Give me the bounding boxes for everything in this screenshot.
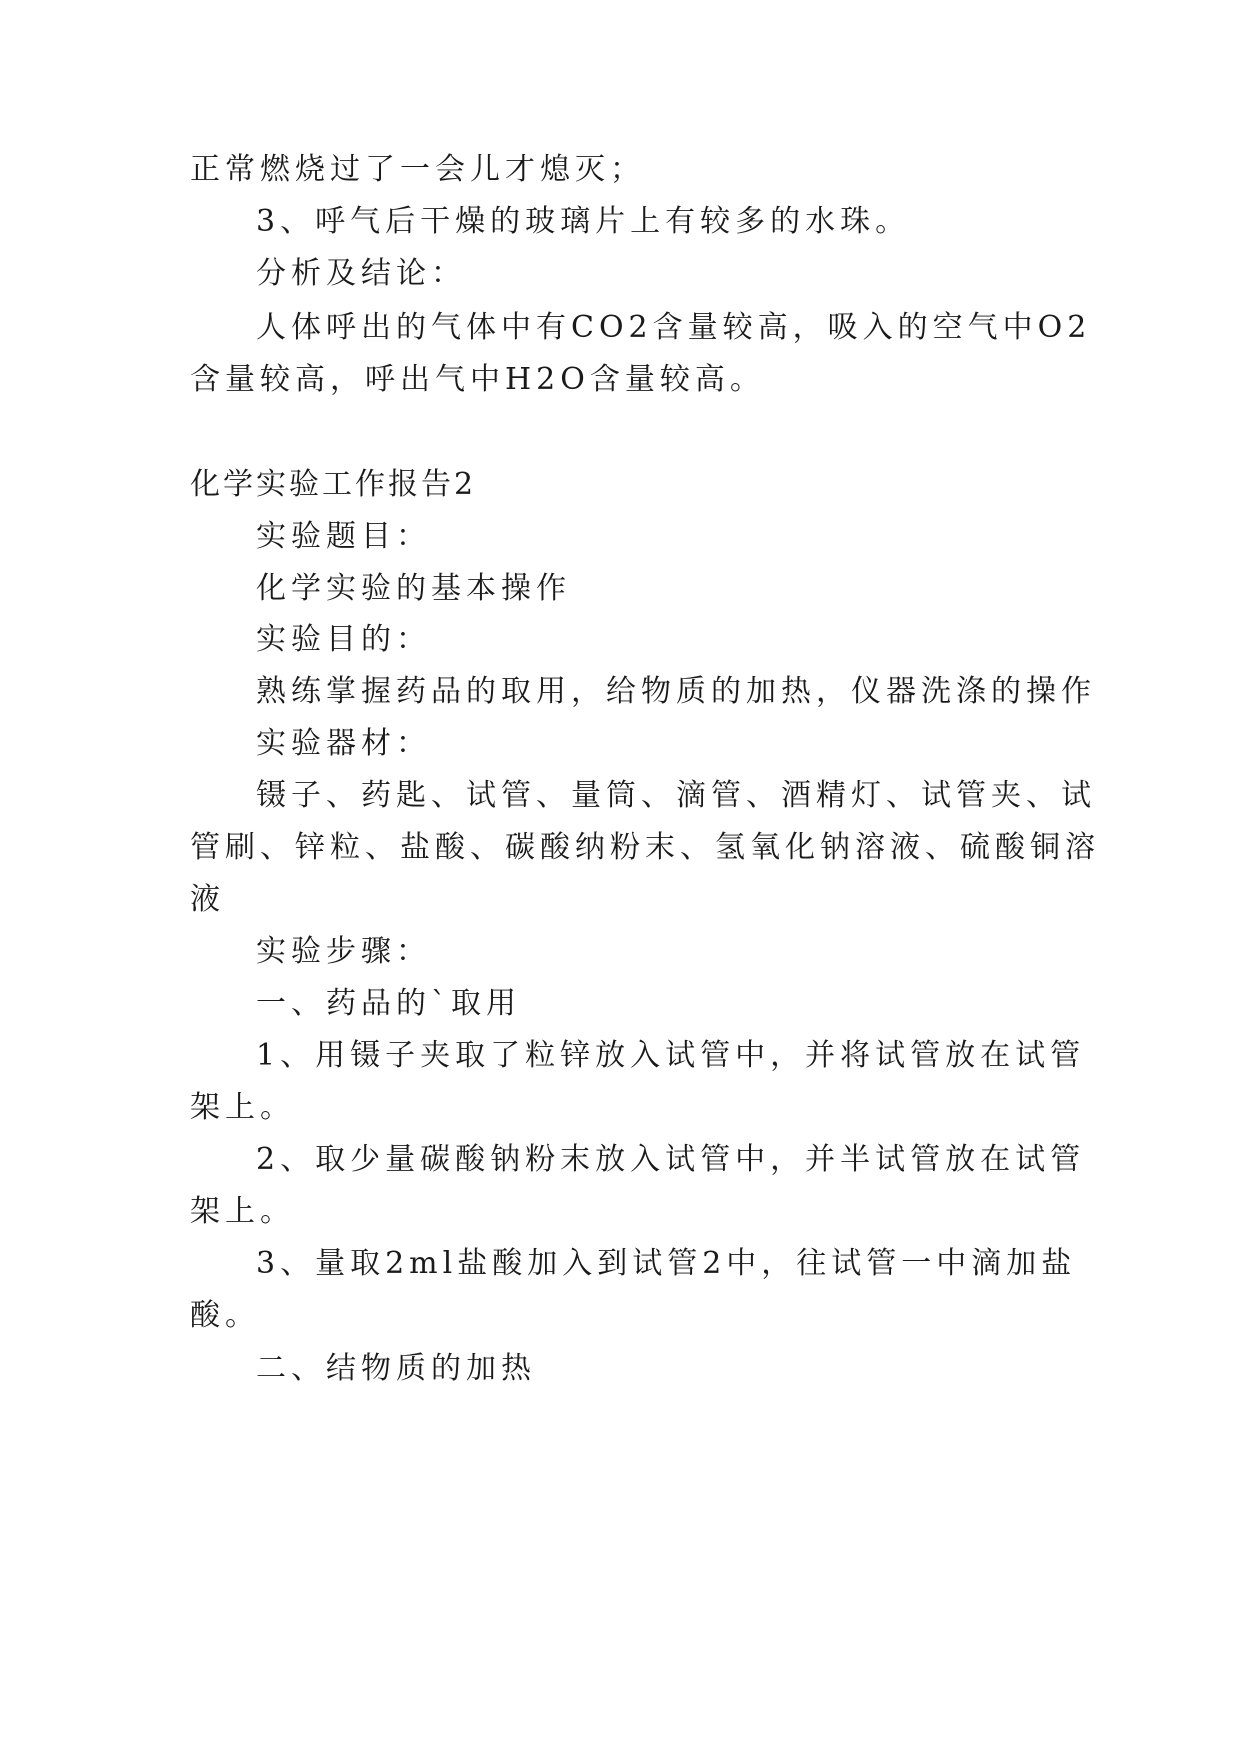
step-2-line-2: 架上。	[190, 1194, 295, 1229]
step-3-line-2: 酸。	[190, 1298, 260, 1333]
observation-3: 3、呼气后干燥的玻璃片上有较多的水珠。	[256, 204, 911, 239]
step-section-1: 一、药品的`取用	[256, 986, 521, 1021]
conclusion-line-2: 含量较高，呼出气中H2O含量较高。	[190, 362, 765, 397]
text-line-1: 正常燃烧过了一会儿才熄灭；	[190, 152, 645, 187]
topic-heading: 实验题目：	[256, 519, 431, 554]
step-3-line-1: 3、量取2ml盐酸加入到试管2中，往试管一中滴加盐	[256, 1246, 1077, 1281]
purpose-heading: 实验目的：	[256, 622, 431, 657]
purpose-text: 熟练掌握药品的取用，给物质的加热，仪器洗涤的操作	[256, 674, 1096, 709]
equipment-line-2: 管刷、锌粒、盐酸、碳酸纳粉末、氢氧化钠溶液、硫酸铜溶	[190, 830, 1100, 865]
topic-text: 化学实验的基本操作	[256, 571, 571, 606]
report-title: 化学实验工作报告2	[190, 467, 477, 502]
conclusion-line-1: 人体呼出的气体中有CO2含量较高，吸入的空气中O2	[256, 310, 1092, 345]
equipment-line-1: 镊子、药匙、试管、量筒、滴管、酒精灯、试管夹、试	[256, 778, 1096, 813]
steps-heading: 实验步骤：	[256, 934, 431, 969]
equipment-heading: 实验器材：	[256, 726, 431, 761]
equipment-line-3: 液	[190, 882, 225, 917]
step-1-line-1: 1、用镊子夹取了粒锌放入试管中，并将试管放在试管	[256, 1038, 1086, 1073]
step-1-line-2: 架上。	[190, 1090, 295, 1125]
step-section-2: 二、结物质的加热	[256, 1351, 536, 1386]
step-2-line-1: 2、取少量碳酸钠粉末放入试管中，并半试管放在试管	[256, 1142, 1086, 1177]
analysis-heading: 分析及结论：	[256, 256, 466, 291]
